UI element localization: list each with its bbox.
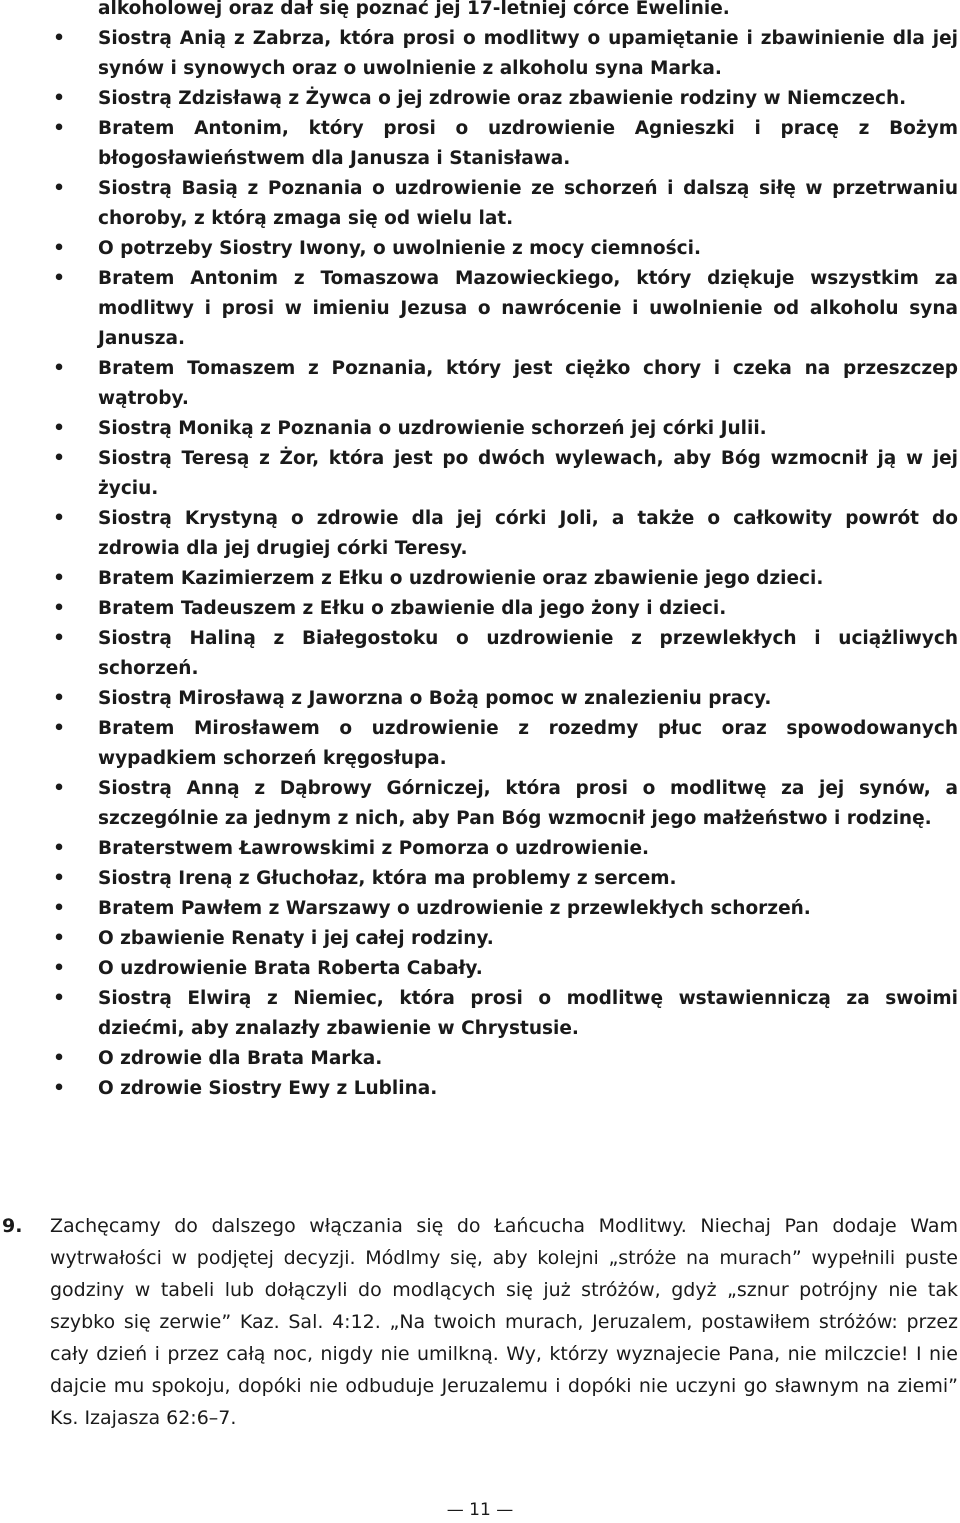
bullet-icon: • — [53, 268, 65, 289]
bullet-icon: • — [53, 238, 65, 259]
list-item-text: Siostrą Anią z Zabrza, która prosi o modlitwy o upamiętanie i zbawinienie dla jej synów i synowych oraz o uwolnienie z alkoholu syna Marka. — [98, 28, 958, 79]
bullet-icon: • — [53, 598, 65, 619]
list-item-text: Bratem Kazimierzem z Ełku o uzdrowienie oraz zbawienie jego dzieci. — [98, 568, 824, 589]
list-item — [0, 714, 960, 774]
list-item — [0, 984, 960, 1044]
list-item-text: Siostrą Anną z Dąbrowy Górniczej, która prosi o modlitwę za jej synów, a szczególnie za jednym z nich, aby Pan Bóg wzmocnił jego małżeństwo i rodzinę. — [98, 778, 958, 829]
list-item — [0, 594, 960, 624]
bullet-icon: • — [53, 28, 65, 49]
list-item-text: Bratem Mirosławem o uzdrowienie z rozedmy płuc oraz spowodowanych wypadkiem schorzeń kręgosłupa. — [98, 718, 958, 769]
paragraph-number: 9. — [2, 1215, 23, 1237]
list-item — [0, 1074, 960, 1104]
list-item-text: Bratem Antonim, który prosi o uzdrowienie Agnieszki i pracę z Bożym błogosławieństwem dla Janusza i Stanisława. — [98, 118, 958, 169]
list-item-text: Braterstwem Ławrowskimi z Pomorza o uzdrowienie. — [98, 838, 650, 859]
list-item-text: Bratem Tomaszem z Poznania, który jest ciężko chory i czeka na przeszczep wątroby. — [98, 358, 958, 409]
bullet-icon: • — [53, 718, 65, 739]
list-item-text: Siostrą Ireną z Głuchołaz, która ma problemy z sercem. — [98, 868, 677, 889]
list-item — [0, 624, 960, 684]
list-item — [0, 564, 960, 594]
bullet-icon: • — [53, 178, 65, 199]
list-item-text: Bratem Antonim z Tomaszowa Mazowieckiego, który dziękuje wszystkim za modlitwy i prosi w imieniu Jezusa o nawrócenie i uwolnienie od alkoholu syna Janusza. — [98, 268, 958, 349]
list-item — [0, 774, 960, 834]
list-item-text: Siostrą Basią z Poznania o uzdrowienie ze schorzeń i dalszą siłę w przetrwaniu choroby, z którą zmaga się od wielu lat. — [98, 178, 958, 229]
paragraph-text: Zachęcamy do dalszego włączania się do Łańcucha Modlitwy. Niechaj Pan dodaje Wam wytrwałości w podjętej decyzji. Módlmy się, aby kolejni „stróże na murach” wypełnili puste godziny w tabeli lub dołączyli do modlących się już stróżów, gdyż „sznur potrójny nie tak szybko się zerwie” Kaz. Sal. 4:12. „Na twoich murach, Jeruzalem, postawiłem stróżów: przez cały dzień i przez całą noc, nigdy nie umilkną. Wy, którzy wyznajecie Pana, nie milczcie! I nie dajcie mu spokoju, dopóki nie odbuduje Jeruzalemu i dopóki nie uczyni go sławnym na ziemi” Ks. Izajasza 62:6–7. — [50, 1215, 958, 1429]
list-item-text: O zdrowie Siostry Ewy z Lublina. — [98, 1078, 438, 1099]
bullet-icon: • — [53, 628, 65, 649]
list-item-text: Bratem Tadeuszem z Ełku o zbawienie dla jego żony i dzieci. — [98, 598, 727, 619]
list-item-text: O zbawienie Renaty i jej całej rodziny. — [98, 928, 494, 949]
list-item-text: Siostrą Elwirą z Niemiec, która prosi o modlitwę wstawienniczą za swoimi dziećmi, aby znalazły zbawienie w Chrystusie. — [98, 988, 958, 1039]
list-item — [0, 954, 960, 984]
bullet-icon: • — [53, 1048, 65, 1069]
list-item-text: O potrzeby Siostry Iwony, o uwolnienie z mocy ciemności. — [98, 238, 701, 259]
list-item — [0, 834, 960, 864]
paragraph-9 — [0, 1210, 960, 1434]
bullet-icon: • — [53, 688, 65, 709]
bullet-icon: • — [53, 418, 65, 439]
bullet-icon: • — [53, 448, 65, 469]
list-item — [0, 924, 960, 954]
list-item-text: Siostrą Mirosławą z Jaworzna o Bożą pomoc w znalezieniu pracy. — [98, 688, 772, 709]
list-item-text: O zdrowie dla Brata Marka. — [98, 1048, 383, 1069]
list-item-text: O uzdrowienie Brata Roberta Cabały. — [98, 958, 483, 979]
bullet-icon: • — [53, 838, 65, 859]
bullet-icon: • — [53, 958, 65, 979]
list-item — [0, 264, 960, 354]
list-item-text: Siostrą Krystyną o zdrowie dla jej córki Joli, a także o całkowity powrót do zdrowia dla jej drugiej córki Teresy. — [98, 508, 958, 559]
list-item — [0, 24, 960, 84]
list-item — [0, 864, 960, 894]
list-item — [0, 684, 960, 714]
bullet-icon: • — [53, 88, 65, 109]
list-item — [0, 894, 960, 924]
list-item — [0, 174, 960, 234]
list-item-text: Siostrą Haliną z Białegostoku o uzdrowienie z przewlekłych i uciążliwych schorzeń. — [98, 628, 958, 679]
bullet-icon: • — [53, 358, 65, 379]
prayer-intentions-list — [0, 24, 960, 1104]
list-item-text: Siostrą Teresą z Żor, która jest po dwóch wylewach, aby Bóg wzmocnił ją w jej życiu. — [98, 448, 958, 499]
bullet-icon: • — [53, 988, 65, 1009]
bullet-icon: • — [53, 898, 65, 919]
bullet-icon: • — [53, 1078, 65, 1099]
list-item — [0, 84, 960, 114]
continuation-line: alkoholowej oraz dał się poznać jej 17-letniej córce Ewelinie. — [98, 0, 730, 19]
bullet-icon: • — [53, 568, 65, 589]
list-item — [0, 444, 960, 504]
list-item — [0, 1044, 960, 1074]
bullet-icon: • — [53, 868, 65, 889]
page-number: — 11 — — [446, 1500, 514, 1520]
bullet-icon: • — [53, 118, 65, 139]
bullet-icon: • — [53, 928, 65, 949]
bullet-icon: • — [53, 778, 65, 799]
list-item — [0, 504, 960, 564]
list-item — [0, 114, 960, 174]
list-item-text: Siostrą Moniką z Poznania o uzdrowienie schorzeń jej córki Julii. — [98, 418, 767, 439]
list-item — [0, 354, 960, 414]
list-item-text: Bratem Pawłem z Warszawy o uzdrowienie z przewlekłych schorzeń. — [98, 898, 811, 919]
list-item-text: Siostrą Zdzisławą z Żywca o jej zdrowie oraz zbawienie rodziny w Niemczech. — [98, 88, 907, 109]
list-item — [0, 234, 960, 264]
list-item — [0, 414, 960, 444]
bullet-icon: • — [53, 508, 65, 529]
